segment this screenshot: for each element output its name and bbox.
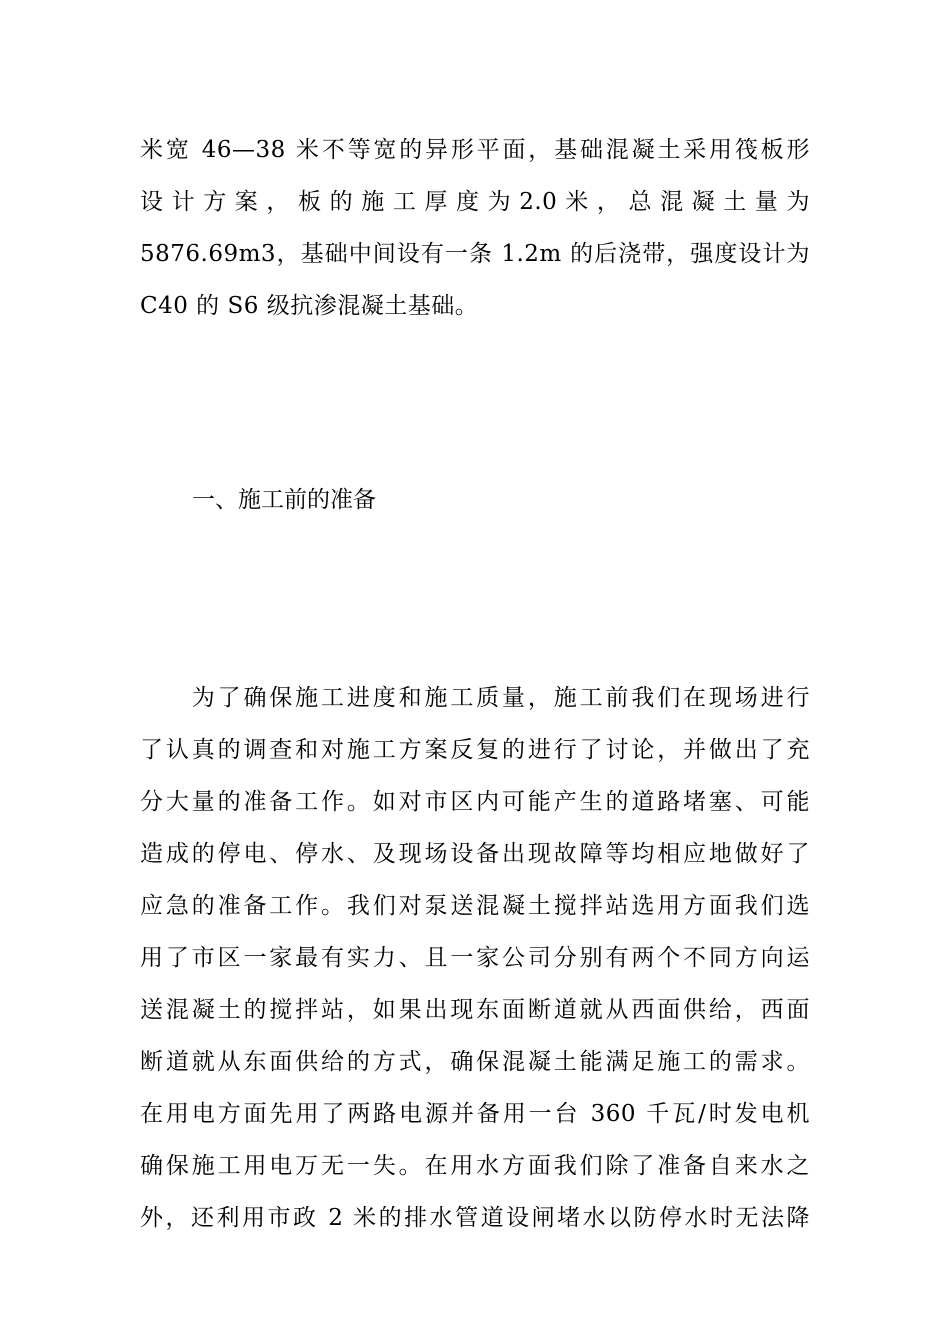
intro-line-1: 米宽 46—38 米不等宽的异形平面，基础混凝土采用筏板形 bbox=[140, 137, 810, 163]
intro-line-3: 5876.69m3，基础中间设有一条 1.2m 的后浇带，强度设计为 bbox=[140, 241, 810, 267]
intro-line-2: 设 计 方 案 ， 板 的 施 工 厚 度 为 2.0 米 ， 总 混 凝 土 量 为 bbox=[140, 189, 810, 215]
body-line-7: 送混凝土的搅拌站，如果出现东面断道就从西面供给，西面 bbox=[140, 997, 810, 1023]
intro-paragraph bbox=[140, 124, 810, 332]
intro-line-4: C40 的 S6 级抗渗混凝土基础。 bbox=[140, 293, 479, 319]
body-line-4: 造成的停电、停水、及现场设备出现故障等均相应地做好了 bbox=[140, 841, 810, 867]
body-line-8: 断道就从东面供给的方式，确保混凝土能满足施工的需求。 bbox=[140, 1049, 810, 1075]
section-heading: 一、施工前的准备 bbox=[192, 487, 376, 513]
body-line-2: 了认真的调查和对施工方案反复的进行了讨论，并做出了充 bbox=[140, 737, 810, 763]
body-line-3: 分大量的准备工作。如对市区内可能产生的道路堵塞、可能 bbox=[140, 789, 810, 815]
body-line-10: 确保施工用电万无一失。在用水方面我们除了准备自来水之 bbox=[140, 1153, 810, 1179]
body-line-5: 应急的准备工作。我们对泵送混凝土搅拌站选用方面我们选 bbox=[140, 893, 810, 919]
body-paragraph bbox=[140, 672, 810, 1244]
body-line-6: 用了市区一家最有实力、且一家公司分别有两个不同方向运 bbox=[140, 945, 810, 971]
body-line-11: 外，还利用市政 2 米的排水管道设闸堵水以防停水时无法降 bbox=[140, 1205, 810, 1231]
body-line-1: 为了确保施工进度和施工质量，施工前我们在现场进行 bbox=[140, 685, 810, 711]
body-line-9: 在用电方面先用了两路电源并备用一台 360 千瓦/时发电机 bbox=[140, 1101, 810, 1127]
